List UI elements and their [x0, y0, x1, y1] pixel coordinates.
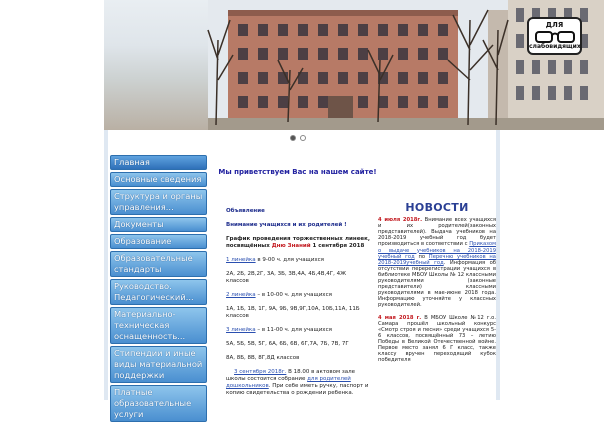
- news-text: по: [414, 253, 429, 260]
- left-border-strip: [104, 130, 108, 400]
- nav-item-paid-services[interactable]: Платные образовательные услуги: [110, 385, 207, 422]
- intro-date: 1 сентября 2018: [310, 243, 365, 249]
- lineup-2: [226, 292, 370, 299]
- nav-item-management[interactable]: Руководство. Педагогический...: [110, 279, 207, 305]
- textbook-list-link[interactable]: Перечню учебников на 2018-2019учебный год: [378, 253, 496, 266]
- lineup-1-classes: 2А, 2Б, 2В,2Г, 3А, 3Б, 3В,4А, 4Б,4В,4Г, 4Ж классов: [226, 271, 347, 284]
- news-text: Внимание всех учащихся и их родителей(законных представителей). Выдача учебников на 2018-2019 учебный год будет производиться в соответствии с: [378, 217, 496, 248]
- parents-meeting-note: [226, 369, 370, 397]
- lineup-1: [226, 257, 370, 264]
- lineup-3-classes: 5А, 5Б, 5В, 5Г, 6А, 6Б, 6В, 6Г,7А, 7Б, 7В, 7Г: [226, 341, 349, 347]
- sidebar-nav: [110, 155, 207, 424]
- welcome-text: Мы приветствуем Вас на нашем сайте!: [218, 168, 377, 176]
- meeting-text: В 18.00 в актовом зале школы состоится собрание: [226, 369, 356, 382]
- news-item: [378, 217, 496, 308]
- announcement-title: Объявление: [226, 208, 265, 214]
- announcement-block: [226, 208, 370, 404]
- lineup-2-classes: 1А, 1Б, 1В, 1Г, 9А, 9Б, 9В,9Г,10А, 10Б,11А, 11Б классов: [226, 306, 360, 319]
- nav-item-scholarships[interactable]: Стипендии и иные виды материальной поддержки: [110, 346, 207, 383]
- lineup-2-link[interactable]: 2 линейка: [226, 292, 256, 298]
- lineup-1-link[interactable]: 1 линейка: [226, 257, 256, 263]
- lineup-3: [226, 327, 370, 334]
- slider-dots: [290, 135, 306, 143]
- nav-item-structure[interactable]: Структура и органы управления...: [110, 189, 207, 215]
- news-item: [378, 315, 496, 364]
- lineup-2-time: – в 10-00 ч. для учащихся: [255, 292, 332, 298]
- nav-item-documents[interactable]: Документы: [110, 217, 207, 232]
- news-date: 4 июля 2018г.: [378, 217, 423, 224]
- glasses-icon: [534, 30, 576, 43]
- nav-item-education[interactable]: Образование: [110, 234, 207, 249]
- nav-item-equipment[interactable]: Материально-техническая оснащенность...: [110, 307, 207, 344]
- slider-dot[interactable]: [300, 135, 306, 141]
- announcement-subtitle: Внимание учащихся и их родителей !: [226, 222, 347, 228]
- lineup-3-classes-cont: 8А, 8Б, 8В, 8Г,8Д классов: [226, 355, 300, 361]
- news-text: В МБОУ Школе №12 г.о. Самара прошёл школьный конкурс «Смотр строя и песни» среди учащихся 5-6 классов, посвящённый 73 – летию Победы в Великой Отечественной войне. Первое место занял 6 Г класс, также классу вручен переходящий кубок победителя: [378, 314, 496, 364]
- meeting-text-end: . При себе иметь ручку, паспорт и копию свидетельства о рождении ребенка.: [226, 383, 369, 396]
- nav-item-standards[interactable]: Образовательные стандарты: [110, 251, 207, 277]
- order-link[interactable]: Приказом о выдаче учебников на 2018-2019 учебный год: [378, 241, 496, 260]
- meeting-date-link[interactable]: 3 сентября 2018г.: [234, 369, 287, 375]
- news-date: 4 мая 2018 г.: [378, 314, 422, 321]
- preschool-parents-link[interactable]: для родителей дошкольников: [226, 376, 351, 389]
- news-column: [378, 201, 497, 369]
- nav-item-basic-info[interactable]: Основные сведения: [110, 172, 207, 187]
- lineup-3-time: – в 11-00 ч. для учащихся: [255, 327, 332, 333]
- intro-text: График проведения торжественных линеек, посвящённых: [226, 236, 370, 249]
- lineup-1-time: в 9-00 ч. для учащихся: [255, 257, 324, 263]
- knowledge-day-text: Дню Знаний: [271, 243, 311, 249]
- right-border-strip: [496, 130, 500, 400]
- news-text: . Информация об отсутствии перерегистрации учащихся в библиотеке МБОУ Школы № 12 классными руководителями (законные представители) классными руководителями в мае-июне 2018 года. Информацию уточняйте у классных руководителей.: [378, 259, 497, 309]
- slider-dot[interactable]: [290, 135, 296, 141]
- nav-item-home[interactable]: Главная: [110, 155, 207, 170]
- low-vision-label-top: ДЛЯ: [545, 21, 564, 29]
- lineup-3-link[interactable]: 3 линейка: [226, 327, 256, 333]
- news-heading: НОВОСТИ: [405, 201, 469, 214]
- low-vision-label-bottom: слабовидящих: [529, 43, 581, 50]
- announcement-intro: [226, 236, 370, 250]
- low-vision-version-button[interactable]: [527, 17, 582, 55]
- school-photo-banner: [104, 0, 500, 130]
